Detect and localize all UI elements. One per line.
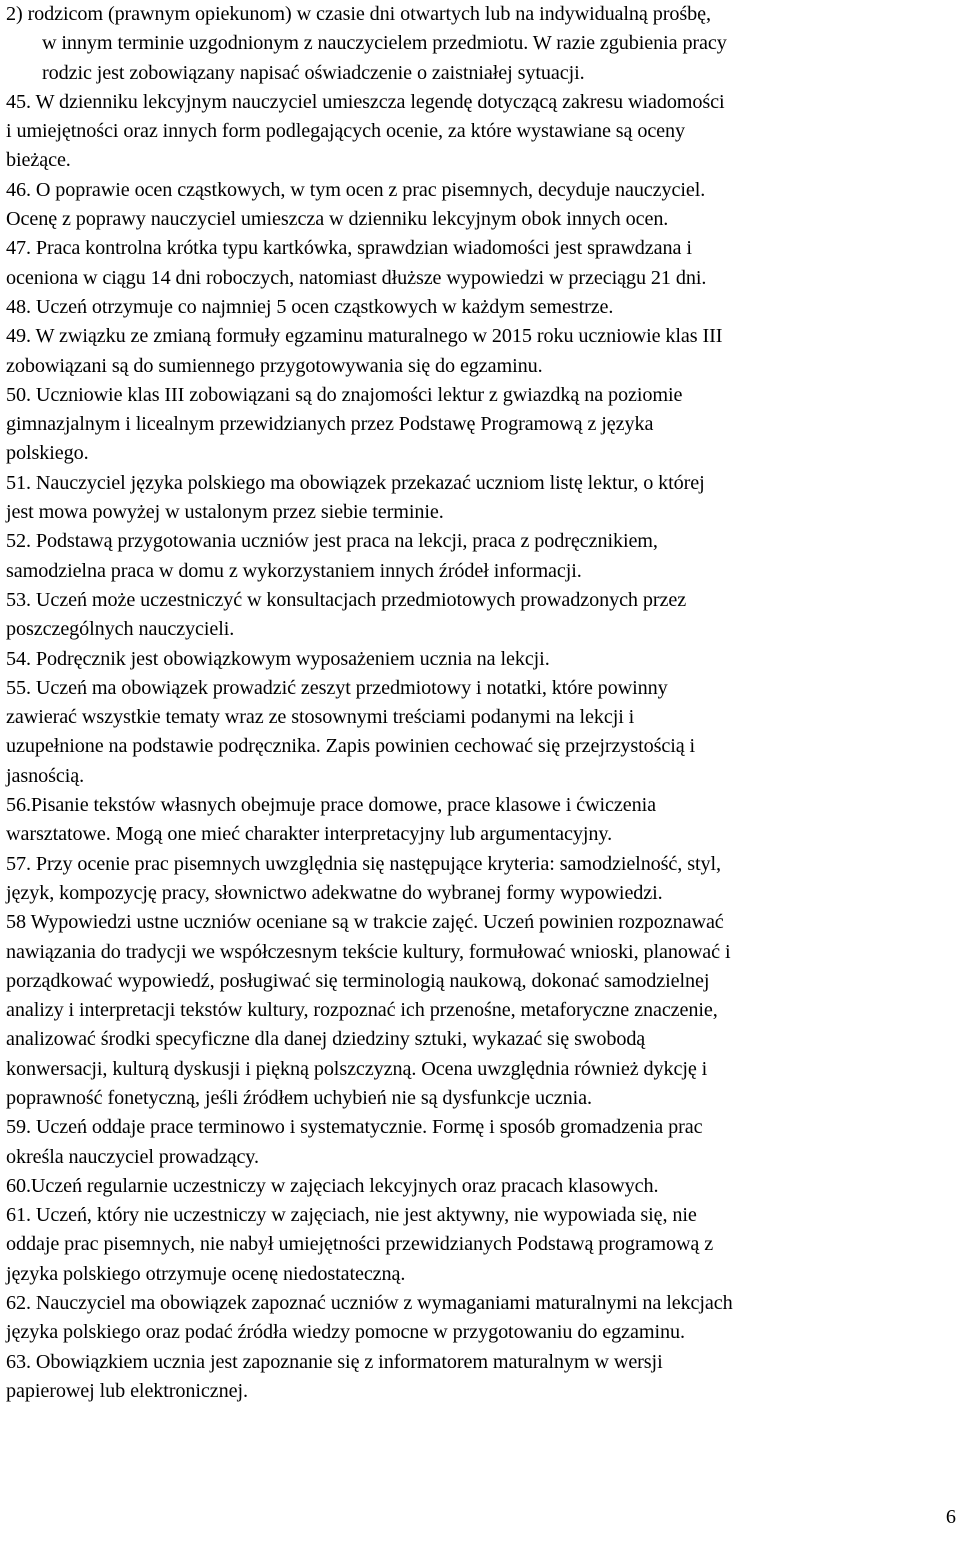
text-line: rodzic jest zobowiązany napisać oświadczenie o zaistniałej sytuacji.: [42, 61, 585, 84]
document-body: [6, 0, 956, 1406]
text-line: poszczególnych nauczycieli.: [6, 618, 235, 641]
text-line: zobowiązani są do sumiennego przygotowywania się do egzaminu.: [6, 354, 543, 377]
text-line: warsztatowe. Mogą one mieć charakter interpretacyjny lub argumentacyjny.: [6, 823, 613, 846]
text-line: 52. Podstawą przygotowania uczniów jest praca na lekcji, praca z podręcznikiem,: [6, 530, 658, 553]
text-line: poprawność fonetyczną, jeśli źródłem uchybień nie są dysfunkcje ucznia.: [6, 1086, 592, 1109]
text-line: konwersacji, kulturą dyskusji i piękną polszczyzną. Ocena uwzględnia również dykcję i: [6, 1057, 708, 1080]
text-line: 53. Uczeń może uczestniczyć w konsultacjach przedmiotowych prowadzonych przez: [6, 588, 687, 611]
text-line: oddaje prac pisemnych, nie nabył umiejętności przewidzianych Podstawą programową z: [6, 1233, 714, 1256]
text-line: polskiego.: [6, 442, 89, 465]
text-line: 47. Praca kontrolna krótka typu kartkówka, sprawdzian wiadomości jest sprawdzana i: [6, 237, 692, 260]
text-line: papierowej lub elektronicznej.: [6, 1379, 248, 1402]
text-line: samodzielna praca w domu z wykorzystaniem innych źródeł informacji.: [6, 559, 582, 582]
text-line: zawierać wszystkie tematy wraz ze stosownymi treściami podanymi na lekcji i: [6, 706, 635, 729]
text-line: języka polskiego otrzymuje ocenę niedostateczną.: [6, 1262, 406, 1285]
text-line: jest mowa powyżej w ustalonym przez siebie terminie.: [6, 501, 444, 524]
text-line: oceniona w ciągu 14 dni roboczych, natomiast dłuższe wypowiedzi w przeciągu 21 dni.: [6, 266, 707, 289]
text-line: analizy i interpretacji tekstów kultury, rozpoznać ich przenośne, metaforyczne znaczenie,: [6, 999, 718, 1022]
text-line: 61. Uczeń, który nie uczestniczy w zajęciach, nie jest aktywny, nie wypowiada się, nie: [6, 1204, 697, 1227]
text-line: 51. Nauczyciel języka polskiego ma obowiązek przekazać uczniom listę lektur, o której: [6, 471, 705, 494]
text-line: 58 Wypowiedzi ustne uczniów oceniane są w trakcie zajęć. Uczeń powinien rozpoznawać: [6, 911, 724, 934]
text-line: 45. W dzienniku lekcyjnym nauczyciel umieszcza legendę dotyczącą zakresu wiadomości: [6, 90, 725, 113]
text-line: 48. Uczeń otrzymuje co najmniej 5 ocen cząstkowych w każdym semestrze.: [6, 295, 614, 318]
text-line: języka polskiego oraz podać źródła wiedzy pomocne w przygotowaniu do egzaminu.: [6, 1321, 685, 1344]
text-line: jasnością.: [6, 764, 85, 787]
text-line: 49. W związku ze zmianą formuły egzaminu maturalnego w 2015 roku uczniowie klas III: [6, 325, 723, 348]
text-line: 2) rodzicom (prawnym opiekunom) w czasie dni otwartych lub na indywidualną prośbę,: [6, 3, 711, 25]
text-line: określa nauczyciel prowadzący.: [6, 1145, 259, 1168]
text-line: porządkować wypowiedź, posługiwać się terminologią naukową, dokonać samodzielnej: [6, 969, 710, 992]
text-line: 63. Obowiązkiem ucznia jest zapoznanie się z informatorem maturalnym w wersji: [6, 1350, 663, 1373]
text-line: 54. Podręcznik jest obowiązkowym wyposażeniem ucznia na lekcji.: [6, 647, 550, 670]
text-line: uzupełnione na podstawie podręcznika. Zapis powinien cechować się przejrzystością i: [6, 735, 696, 758]
text-line: i umiejętności oraz innych form podlegających ocenie, za które wystawiane są oceny: [6, 120, 686, 143]
text-line: 60.Uczeń regularnie uczestniczy w zajęciach lekcyjnych oraz pracach klasowych.: [6, 1174, 659, 1197]
text-line: 46. O poprawie ocen cząstkowych, w tym ocen z prac pisemnych, decyduje nauczyciel.: [6, 178, 706, 201]
text-line: bieżące.: [6, 149, 71, 172]
text-line: 56.Pisanie tekstów własnych obejmuje prace domowe, prace klasowe i ćwiczenia: [6, 794, 656, 817]
text-line: 62. Nauczyciel ma obowiązek zapoznać uczniów z wymaganiami maturalnymi na lekcjach: [6, 1292, 733, 1315]
text-line: 55. Uczeń ma obowiązek prowadzić zeszyt przedmiotowy i notatki, które powinny: [6, 676, 668, 699]
text-line: nawiązania do tradycji we współczesnym tekście kultury, formułować wnioski, planować i: [6, 940, 731, 963]
text-line: w innym terminie uzgodnionym z nauczycielem przedmiotu. W razie zgubienia pracy: [42, 32, 727, 55]
page-number: 6: [945, 1506, 956, 1528]
text-line: Ocenę z poprawy nauczyciel umieszcza w dzienniku lekcyjnym obok innych ocen.: [6, 208, 669, 231]
text-line: analizować środki specyficzne dla danej dziedziny sztuki, wykazać się swobodą: [6, 1028, 646, 1051]
text-line: język, kompozycję pracy, słownictwo adekwatne do wybranej formy wypowiedzi.: [6, 881, 663, 904]
text-line: 57. Przy ocenie prac pisemnych uwzględnia się następujące kryteria: samodzielność, styl,: [6, 852, 721, 875]
text-line: 59. Uczeń oddaje prace terminowo i systematycznie. Formę i sposób gromadzenia prac: [6, 1116, 703, 1139]
text-line: 50. Uczniowie klas III zobowiązani są do znajomości lektur z gwiazdką na poziomie: [6, 383, 683, 406]
text-line: gimnazjalnym i licealnym przewidzianych przez Podstawę Programową z języka: [6, 413, 654, 436]
